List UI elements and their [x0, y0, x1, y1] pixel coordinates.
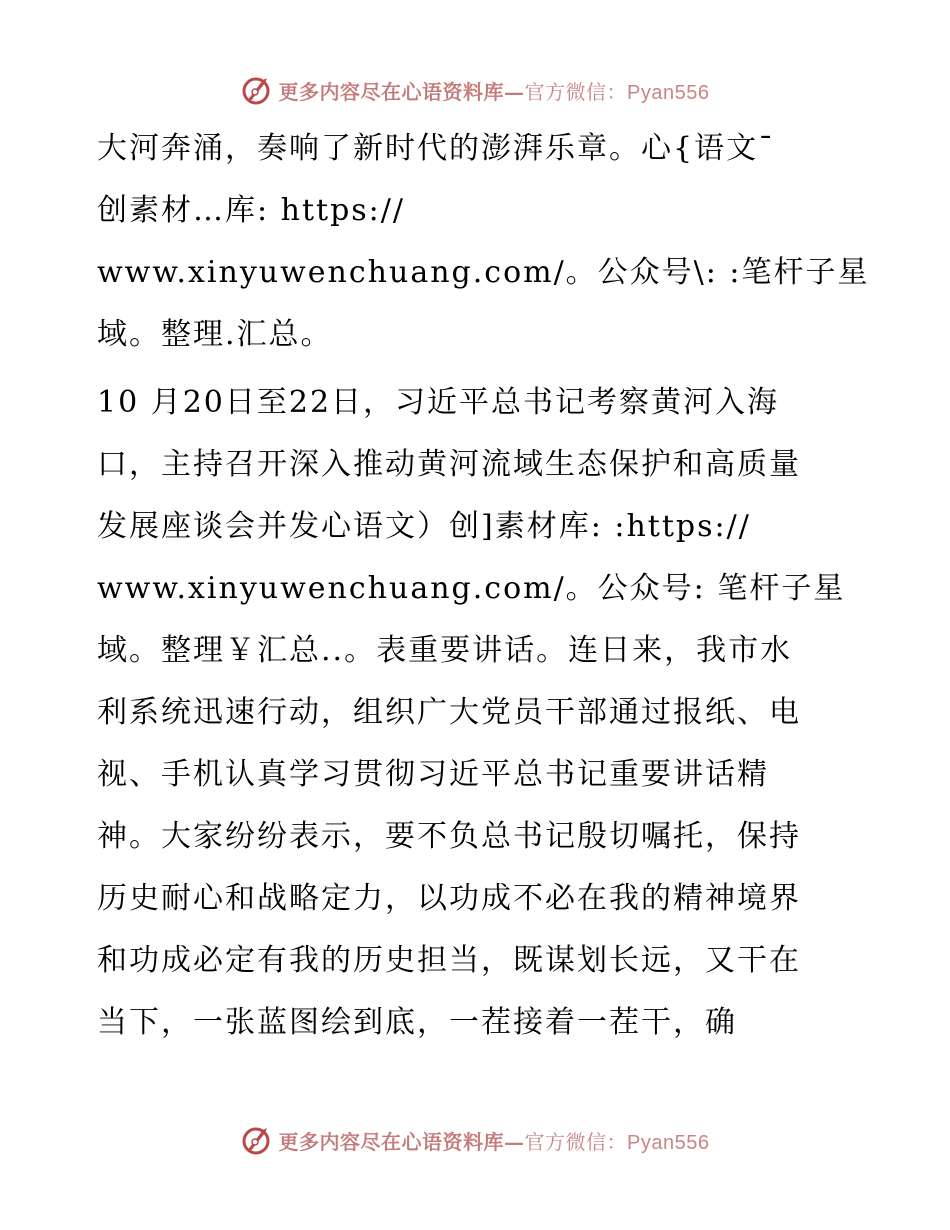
- text-line: 创素材…库: https://: [97, 193, 405, 228]
- paragraph-1: [97, 118, 870, 366]
- header-banner: [0, 70, 950, 110]
- quill-pen-circle-icon: [241, 1124, 273, 1156]
- paragraph-2: [97, 372, 857, 1054]
- banner-separator: —: [504, 79, 525, 104]
- text-line: 大河奔涌，奏响了新时代的澎湃乐章。心{语文¯: [97, 131, 776, 166]
- text-line: 域。整理￥汇总..。表重要讲话。连日来，我市水: [97, 633, 793, 668]
- quill-pen-circle-icon: [241, 74, 273, 106]
- text-line: 10 月20日至22日，习近平总书记考察黄河入海: [97, 385, 780, 420]
- text-line: www.xinyuwenchuang.com/。公众号\: :笔杆子星: [97, 255, 870, 290]
- banner-site-text: 更多内容尽在心语资料库: [278, 79, 505, 104]
- document-body: [97, 118, 870, 1054]
- text-line: 和功成必定有我的历史担当，既谋划长远，又干在: [97, 943, 801, 978]
- text-line: 口，主持召开深入推动黄河流域生态保护和高质量: [97, 447, 801, 482]
- banner-wechat-text: 官方微信：Pyan556: [524, 1131, 710, 1154]
- text-line: 神。大家纷纷表示，要不负总书记殷切嘱托，保持: [97, 819, 801, 854]
- text-line: www.xinyuwenchuang.com/。公众号: 笔杆子星: [97, 571, 846, 606]
- text-line: 发展座谈会并发心语文）创]素材库: :https://: [97, 509, 751, 544]
- footer-banner: [0, 1120, 950, 1160]
- text-line: 域。整理.汇总。: [97, 317, 333, 352]
- banner-site-text: 更多内容尽在心语资料库: [278, 1129, 505, 1154]
- text-line: 利系统迅速行动，组织广大党员干部通过报纸、电: [97, 695, 801, 730]
- banner-wechat-text: 官方微信：Pyan556: [524, 81, 710, 104]
- banner-separator: —: [504, 1129, 525, 1154]
- text-line: 视、手机认真学习贯彻习近平总书记重要讲话精: [97, 757, 769, 792]
- text-line: 历史耐心和战略定力，以功成不必在我的精神境界: [97, 881, 801, 916]
- text-line: 当下，一张蓝图绘到底，一茬接着一茬干，确: [97, 1005, 737, 1040]
